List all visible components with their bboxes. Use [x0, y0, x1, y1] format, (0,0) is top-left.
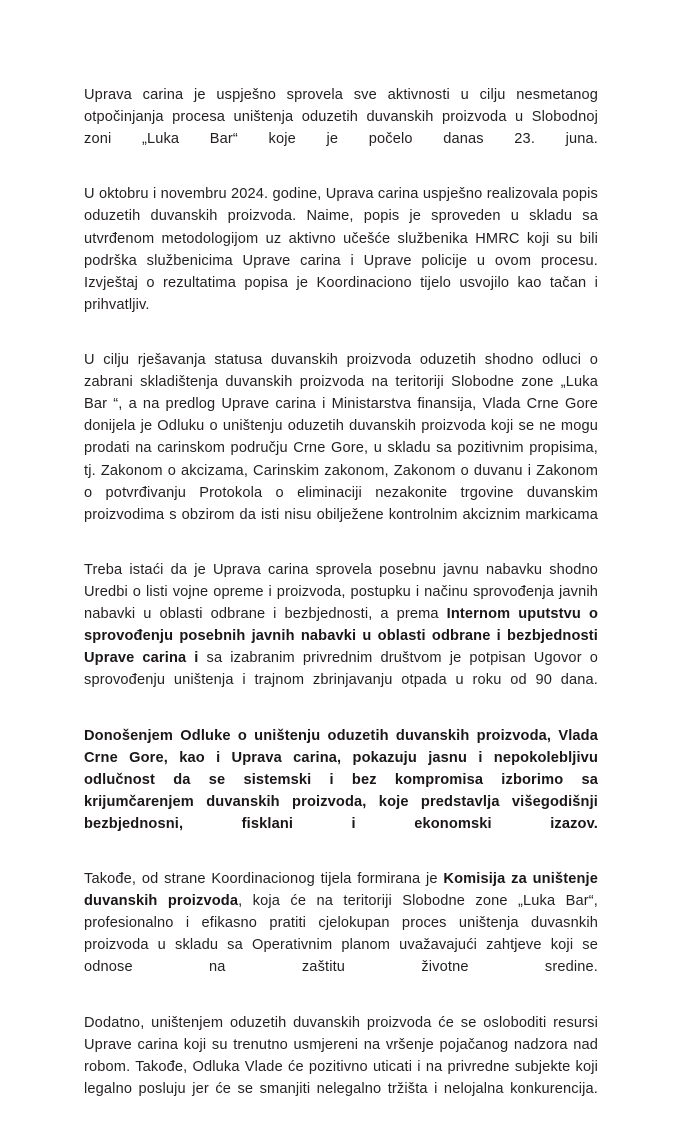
paragraph-legal-basis: U cilju rješavanja statusa duvanskih proizvoda oduzetih shodno odluci o zabrani skladištenja duvanskih proizvoda na teritoriji Slobodne zone „Luka Bar “, a na predlog Uprave carina i Ministarstva finansija, Vlada Crne Gore donijela je Odluku o uništenju oduzetih duvanskih proizvoda koji se ne mogu prodati na carinskom području Crne Gore, u skladu sa pozitivnim propisima, tj. Zakonom o akcizama, Carinskim zakonom, Zakonom o duvanu i Zakonom o potvrđivanju Protokola o eliminaciji nezakonite trgovine duvanskim proizvodima s obzirom da isti nisu obilježene kontrolnim akciznim markicama: [84, 352, 598, 523]
procurement-text-tail: sa izabranim privrednim društvom je potpisan Ugovor o sprovođenju uništenja i trajnom zbrinjavanju otpada u roku od 90 dana.: [84, 650, 598, 689]
procurement-emphasis-internal-instruction: Internom uputstvu o sprovođenju posebnih javnih nabavki u oblasti odbrane i bezbjednosti Uprave carina i: [84, 606, 598, 667]
commission-text-tail: , koja će na teritoriji Slobodne zone „Luka Bar“, profesionalno i efikasno pratiti cjelokupan proces uništenja duvasnkih proizvoda u skladu sa Operativnim planom uvažavajući zahtjeve koji se odnose na zaštitu životne sredine.: [84, 893, 598, 976]
paragraph-intro: Uprava carina je uspješno sprovela sve aktivnosti u cilju nesmetanog otpočinjanja procesa uništenja oduzetih duvanskih proizvoda u Slobodnoj zoni „Luka Bar“ koje je počelo danas 23. juna.: [84, 87, 598, 148]
paragraph-procurement: [84, 559, 598, 714]
paragraph-commission: [84, 868, 598, 1001]
procurement-text-lead: Treba istaći da je Uprava carina sprovela posebnu javnu nabavku shodno Uredbi o listi vojne opreme i proizvoda, postupku i načinu sprovođenja javnih nabavki u oblasti odbrane i bezbjednosti, a prema: [84, 561, 598, 623]
paragraph-inventory: U oktobru i novembru 2024. godine, Uprava carina uspješno realizovala popis oduzetih duvanskih proizvoda. Naime, popis je sproveden u skladu sa utvrđenom metodologijom uz aktivno učešće službenika HMRC koji su bili podrška službenicima Uprave carina i Uprave policije u ovom procesu. Izvještaj o rezultatima popisa je Koordinaciono tijelo usvojilo kao tačan i prihvatljiv.: [84, 186, 598, 313]
commission-emphasis-name: Komisija za uništenje duvanskih proizvoda: [84, 871, 598, 910]
paragraph-conclusion: Dodatno, uništenjem oduzetih duvanskih proizvoda će se osloboditi resursi Uprave carina koji su trenutno usmjereni na vršenje pojačanog nadzora nad robom. Takođe, Odluka Vlade će pozitivno uticati i na privredne subjekte koji legalno posluju jer će se smanjiti nelegalno tržišta i nelojalna konkurencija.: [84, 1014, 598, 1097]
commission-text-lead: Takođe, od strane Koordinacionog tijela formirana je: [84, 871, 444, 888]
document-body: [84, 84, 598, 1122]
paragraph-statement-determination: Donošenjem Odluke o uništenju oduzetih duvanskih proizvoda, Vlada Crne Gore, kao i Uprava carina, pokazuju jasnu i nepokolebljivu odlučnost da se sistemski i bez kompromisa izborimo sa krijumčarenjem duvanskih proizvoda, koje predstavlja višegodišnji bezbjednosni, fisklani i ekonomski izazov.: [84, 727, 598, 832]
